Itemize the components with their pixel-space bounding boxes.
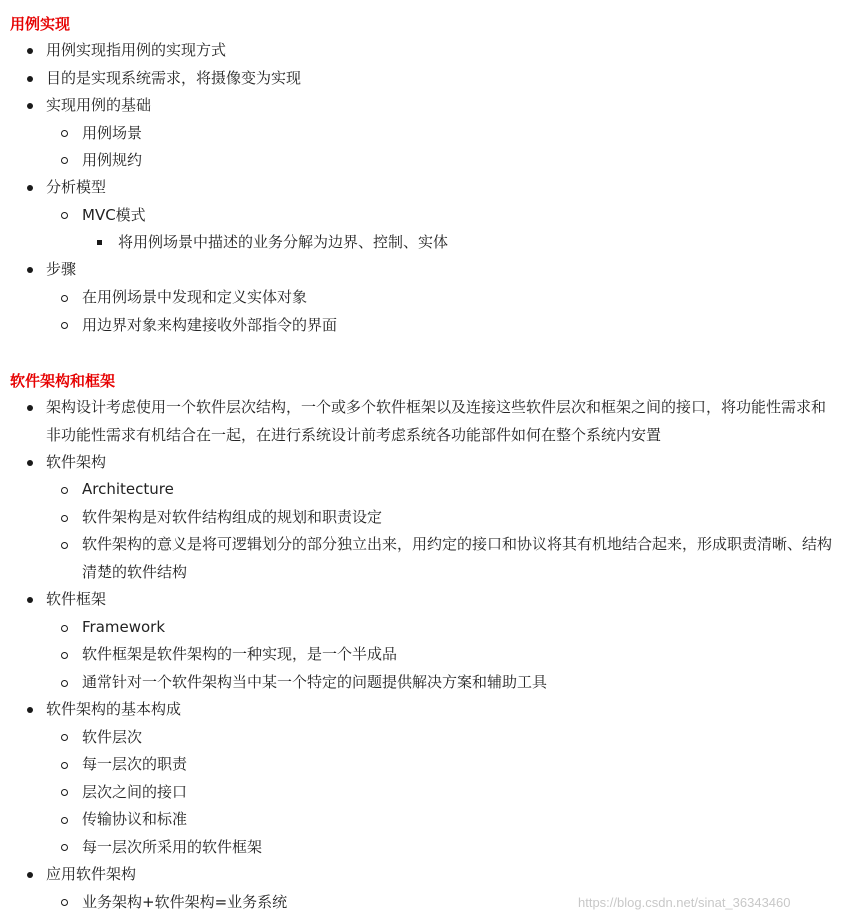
bullet-disc-icon — [27, 76, 33, 82]
sub-list-item: 层次之间的接口 — [82, 783, 188, 801]
list-item: 应用软件架构 — [46, 865, 137, 883]
list-item: 步骤 — [46, 260, 77, 278]
bullet-circle-icon — [61, 515, 68, 522]
bullet-square-icon — [97, 240, 102, 245]
bullet-disc-icon — [27, 103, 33, 109]
sub-list-item: 用例场景 — [82, 124, 143, 142]
list-item: 架构设计考虑使用一个软件层次结构，一个或多个软件框架以及连接这些软件层次和框架之间的接口，将功能性需求和非功能性需求有机结合在一起，在进行系统设计前考虑系统各功能部件如何在整个系统内安置 — [46, 398, 827, 444]
bullet-circle-icon — [61, 130, 68, 137]
sub-list-item: MVC模式 — [82, 206, 146, 224]
bullet-circle-icon — [61, 844, 68, 851]
bullet-circle-icon — [61, 625, 68, 632]
sub-list-item: 每一层次的职责 — [82, 755, 188, 773]
bullet-circle-icon — [61, 212, 68, 219]
bullet-circle-icon — [61, 487, 68, 494]
list-item: 分析模型 — [46, 178, 107, 196]
list-item: 用例实现指用例的实现方式 — [46, 41, 227, 59]
bullet-circle-icon — [61, 542, 68, 549]
list-item: 软件框架 — [46, 590, 107, 608]
list-item: 目的是实现系统需求，将摄像变为实现 — [46, 69, 302, 87]
sub-list-item: 业务架构+软件架构=业务系统 — [82, 893, 288, 911]
bullet-disc-icon — [27, 405, 33, 411]
bullet-disc-icon — [27, 267, 33, 273]
sub-list-item: 用例规约 — [82, 151, 143, 169]
bullet-disc-icon — [27, 185, 33, 191]
bullet-circle-icon — [61, 652, 68, 659]
sub-list-item: Framework — [82, 618, 166, 636]
list-item: 软件架构 — [46, 453, 107, 471]
list-item: 实现用例的基础 — [46, 96, 152, 114]
bullet-circle-icon — [61, 734, 68, 741]
bullet-circle-icon — [61, 899, 68, 906]
bullet-disc-icon — [27, 707, 33, 713]
sub-list-item: 通常针对一个软件架构当中某一个特定的问题提供解决方案和辅助工具 — [82, 673, 548, 691]
bullet-circle-icon — [61, 157, 68, 164]
sub-list-item: 软件框架是软件架构的一种实现，是一个半成品 — [82, 645, 398, 663]
sub-sub-list-item: 将用例场景中描述的业务分解为边界、控制、实体 — [118, 233, 449, 251]
sub-list-item: 在用例场景中发现和定义实体对象 — [82, 288, 308, 306]
sub-list-item: 用边界对象来构建接收外部指令的界面 — [82, 316, 338, 334]
sub-list-item: Architecture — [82, 480, 174, 498]
sub-list-item: 每一层次所采用的软件框架 — [82, 838, 263, 856]
sub-list-item: 软件架构的意义是将可逻辑划分的部分独立出来，用约定的接口和协议将其有机地结合起来，形成职责清晰、结构清楚的软件结构 — [82, 535, 833, 581]
bullet-disc-icon — [27, 597, 33, 603]
bullet-circle-icon — [61, 322, 68, 329]
sub-list-item: 软件架构是对软件结构组成的规划和职责设定 — [82, 508, 383, 526]
section-heading-use-case-realization: 用例实现 — [10, 15, 71, 33]
bullet-disc-icon — [27, 460, 33, 466]
bullet-disc-icon — [27, 872, 33, 878]
section-heading-architecture-framework: 软件架构和框架 — [10, 372, 116, 390]
bullet-circle-icon — [61, 817, 68, 824]
bullet-circle-icon — [61, 295, 68, 302]
bullet-circle-icon — [61, 789, 68, 796]
list-item: 软件架构的基本构成 — [46, 700, 182, 718]
bullet-circle-icon — [61, 680, 68, 687]
sub-list-item: 传输协议和标准 — [82, 810, 188, 828]
bullet-circle-icon — [61, 762, 68, 769]
watermark-url: https://blog.csdn.net/sinat_36343460 — [578, 895, 791, 910]
sub-list-item: 软件层次 — [82, 728, 143, 746]
bullet-disc-icon — [27, 48, 33, 54]
